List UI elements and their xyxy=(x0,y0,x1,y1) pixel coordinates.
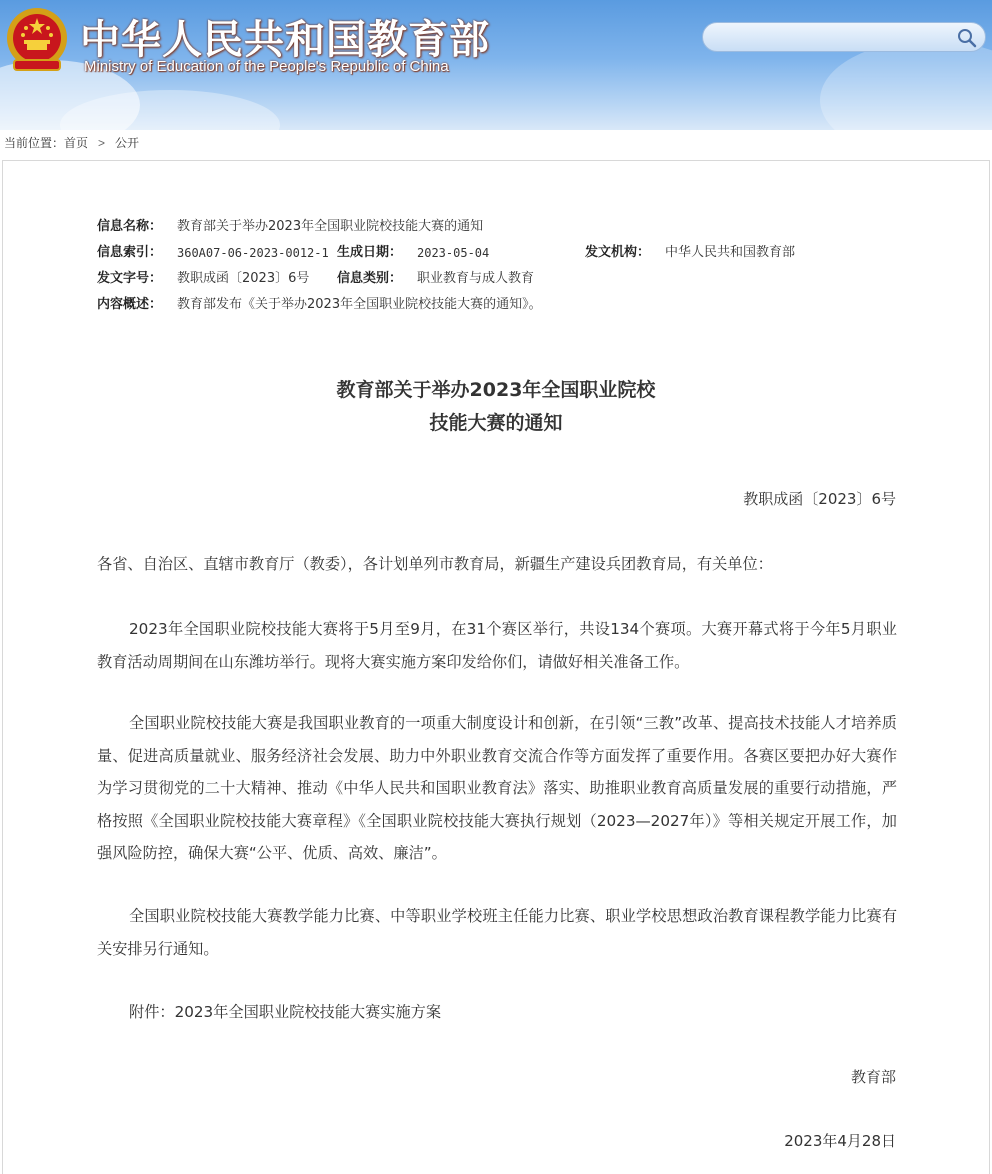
meta-row-index xyxy=(97,240,897,266)
document-date: 2023年4月28日 xyxy=(784,1132,896,1150)
meta-category-label: 信息类别： xyxy=(337,271,403,286)
meta-index-label: 信息索引： xyxy=(97,245,163,260)
breadcrumb-public-link[interactable]: 公开 xyxy=(115,136,140,150)
meta-category-value: 职业教育与成人教育 xyxy=(417,271,535,286)
signer: 教育部 xyxy=(850,1068,896,1086)
meta-row-docno xyxy=(97,266,897,292)
paragraph-1: 2023年全国职业院校技能大赛将于5月至9月，在31个赛区举行，共设134个赛项。大赛开幕式将于今年5月职业教育活动周期间在山东潍坊举行。现将大赛实施方案印发给你们，请做好相关准备工作。 xyxy=(97,620,897,671)
search-input[interactable] xyxy=(715,27,949,49)
meta-summary-value: 教育部发布《关于举办2023年全国职业院校技能大赛的通知》。 xyxy=(177,297,542,312)
document-number: 教职成函〔2023〕6号 xyxy=(743,490,896,508)
header-dandelion-decoration xyxy=(820,40,992,130)
meta-docno-value: 教职成函〔2023〕6号 xyxy=(177,271,310,286)
paragraph-3: 全国职业院校技能大赛教学能力比赛、中等职业学校班主任能力比赛、职业学校思想政治教育课程教学能力比赛有关安排另行通知。 xyxy=(97,907,897,958)
metadata-table xyxy=(97,214,897,318)
meta-org-label: 发文机构： xyxy=(585,245,651,260)
meta-name-label: 信息名称： xyxy=(97,219,163,234)
document-title xyxy=(0,374,992,440)
meta-row-summary xyxy=(97,292,897,318)
meta-docno-label: 发文字号： xyxy=(97,271,163,286)
meta-summary-label: 内容概述： xyxy=(97,297,163,312)
breadcrumb-label: 当前位置： xyxy=(4,136,65,150)
document-title-line-1: 教育部关于举办2023年全国职业院校 xyxy=(336,379,656,401)
meta-date-value: 2023-05-04 xyxy=(417,246,490,260)
breadcrumb xyxy=(0,130,992,156)
document-title-line-2: 技能大赛的通知 xyxy=(429,412,563,434)
meta-name-value: 教育部关于举办2023年全国职业院校技能大赛的通知 xyxy=(177,219,484,234)
search-box[interactable] xyxy=(702,22,986,52)
national-emblem-icon xyxy=(4,6,70,76)
breadcrumb-home-link[interactable]: 首页 xyxy=(64,136,89,150)
attachment-line: 附件：2023年全国职业院校技能大赛实施方案 xyxy=(129,1003,442,1021)
meta-row-name xyxy=(97,214,897,240)
meta-org-value: 中华人民共和国教育部 xyxy=(665,245,796,260)
site-header xyxy=(0,0,992,130)
site-subtitle: Ministry of Education of the People's Republic of China xyxy=(84,58,449,75)
meta-index-value: 360A07-06-2023-0012-1 xyxy=(177,246,329,260)
search-icon[interactable] xyxy=(957,28,977,48)
chevron-right-icon: > xyxy=(98,136,106,150)
meta-date-label: 生成日期： xyxy=(337,245,403,260)
site-title[interactable]: 中华人民共和国教育部 xyxy=(80,17,490,63)
paragraph-2: 全国职业院校技能大赛是我国职业教育的一项重大制度设计和创新，在引领“三教”改革、提高技术技能人才培养质量、促进高质量就业、服务经济社会发展、助力中外职业教育交流合作等方面发挥了重要作用。各赛区要把办好大赛作为学习贯彻党的二十大精神、推动《中华人民共和国职业教育法》落实、助推职业教育高质量发展的重要行动措施，严格按照《全国职业院校技能大赛章程》《全国职业院校技能大赛执行规划（2023—2027年）》等相关规定开展工作，加强风险防控，确保大赛“公平、优质、高效、廉洁”。 xyxy=(97,714,897,862)
addressee: 各省、自治区、直辖市教育厅（教委），各计划单列市教育局，新疆生产建设兵团教育局，有关单位： xyxy=(97,555,773,573)
